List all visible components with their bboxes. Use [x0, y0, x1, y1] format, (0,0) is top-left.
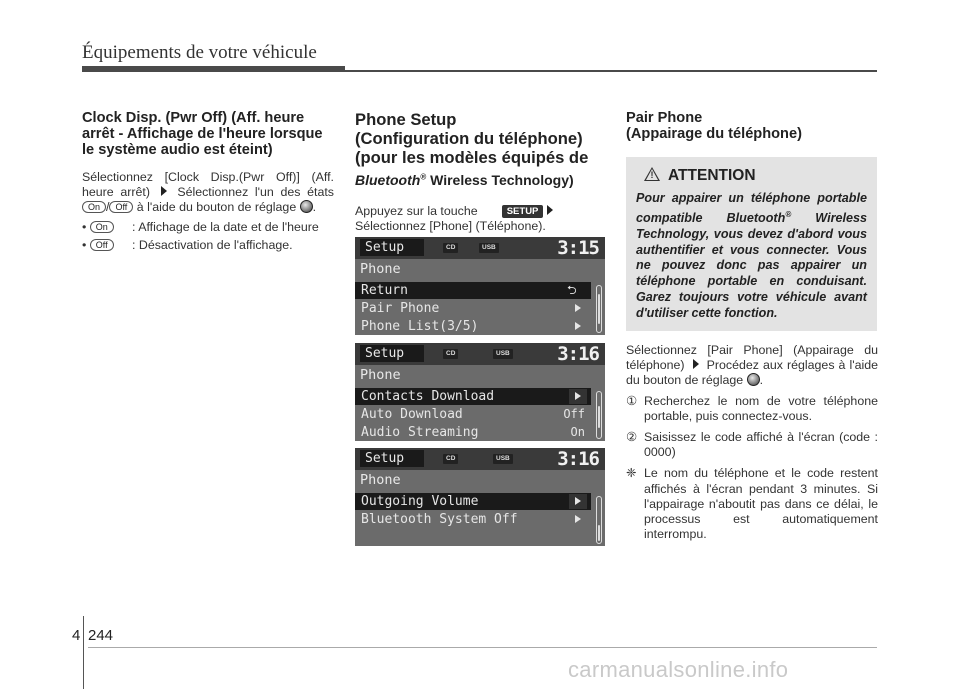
attention-title: ATTENTION	[668, 167, 756, 184]
screen-phone-menu-2	[355, 343, 605, 441]
tune-knob-icon	[747, 373, 760, 386]
chevron-right-icon	[575, 392, 581, 400]
arrow-right-icon	[547, 205, 553, 215]
menu-item-label: Auto Download	[361, 407, 463, 422]
menu-item-return[interactable]	[355, 282, 591, 299]
bullet-on	[82, 220, 334, 235]
menu-item-bluetooth-system-off[interactable]	[355, 511, 591, 528]
return-icon: ⮌	[567, 283, 577, 297]
heading-line: (Appairage du téléphone)	[626, 126, 802, 142]
screen-clock: 3:16	[557, 343, 599, 365]
note-text: Le nom du téléphone et le code restent affichés à l'écran pendant 3 minutes. Si l'appairage n'aboutit pas dans ce délai, le processus est automatiquement interrompu.	[644, 466, 878, 542]
menu-item-label: Bluetooth System Off	[361, 512, 518, 527]
heading-line: (Configuration du téléphone)	[355, 129, 583, 148]
cd-chip: CD	[443, 349, 458, 359]
pair-phone-heading	[626, 110, 878, 142]
step-text: Saisissez le code affiché à l'écran (code : 0000)	[644, 430, 878, 460]
instr-text: .	[312, 200, 317, 215]
arrow-box	[569, 389, 587, 404]
attention-text-b: Wireless Technology, vous devez d'abord vous authentifier et vous connecter. Vous ne pouvez donc pas appairer un téléphone portable en conduisant. Garez toujours votre véhicule avant d'utiliser cette fonction.	[636, 210, 867, 320]
scrollbar-thumb[interactable]	[598, 406, 600, 428]
instr-text: Sélectionnez l'un des états	[177, 185, 334, 200]
menu-item-audio-streaming[interactable]	[355, 424, 591, 441]
screen-status-bar	[355, 237, 605, 259]
clock-display-heading: Clock Disp. (Pwr Off) (Aff. heure arrêt - Affichage de l'heure lorsque le système audio est éteint)	[82, 110, 323, 158]
arrow-box	[569, 494, 587, 509]
warning-exclamation-icon: !	[650, 170, 654, 180]
screen-clock: 3:15	[557, 237, 599, 259]
step-number: ①	[626, 393, 638, 408]
pair-phone-steps	[626, 343, 878, 542]
tune-knob-icon	[300, 200, 313, 213]
screen-body	[355, 470, 605, 546]
screen-body	[355, 365, 605, 441]
registered-mark: ®	[420, 172, 427, 181]
menu-item-label: Audio Streaming	[361, 425, 479, 440]
footer-divider	[83, 616, 84, 689]
phone-setup-instructions	[355, 204, 607, 234]
heading-line: Pair Phone	[626, 110, 703, 126]
bluetooth-word: Bluetooth	[355, 171, 421, 188]
heading-line: (pour les modèles équipés de	[355, 148, 589, 167]
instr-text: Sélectionnez [Clock Disp.(Pwr Off)] (Aff. heure arrêt)	[82, 170, 334, 200]
heading-end: Wireless Technology)	[426, 171, 574, 188]
screen-section-title: Phone	[360, 261, 401, 277]
watermark: carmanualsonline.info	[568, 657, 789, 682]
header-bar	[82, 66, 345, 72]
screen-status-bar	[355, 448, 605, 470]
step-text: Recherchez le nom de votre téléphone portable, puis connectez-vous.	[644, 393, 878, 423]
off-pill-icon: Off	[109, 201, 133, 213]
page-header-title: Équipements de votre véhicule	[82, 42, 317, 63]
phone-setup-heading	[355, 110, 607, 190]
screen-body	[355, 259, 605, 335]
chapter-number: 4	[72, 627, 81, 644]
chevron-right-icon	[575, 515, 581, 523]
chevron-right-icon	[575, 497, 581, 505]
step-2	[626, 430, 878, 460]
note-marker: ❈	[626, 466, 637, 481]
instr-text: .	[759, 373, 764, 388]
menu-item-label: Pair Phone	[361, 301, 440, 316]
instr-text: à l'aide du bouton de réglage	[136, 200, 297, 215]
registered-mark: ®	[785, 209, 792, 219]
attention-box	[626, 157, 877, 331]
setup-key-icon: SETUP	[502, 205, 544, 218]
arrow-right-icon	[693, 359, 699, 369]
column-pair-phone	[626, 110, 878, 142]
arrow-right-icon	[161, 186, 167, 196]
screen-phone-menu-3	[355, 448, 605, 546]
usb-chip: USB	[493, 349, 513, 359]
header-rule	[345, 70, 877, 72]
heading-line	[355, 172, 574, 188]
screen-section-title: Phone	[360, 472, 401, 488]
pair-phone-instructions	[626, 343, 878, 389]
bullet-marker: • On	[82, 220, 114, 235]
scrollbar-thumb[interactable]	[598, 525, 600, 541]
menu-item-label: Return	[361, 283, 408, 298]
screen-title: Setup	[360, 345, 424, 362]
menu-item-phone-list[interactable]	[355, 318, 591, 335]
off-pill-icon: Off	[90, 239, 114, 251]
usb-chip: USB	[479, 243, 499, 253]
scrollbar-thumb[interactable]	[598, 294, 600, 324]
step-number: ②	[626, 430, 638, 445]
screen-clock: 3:16	[557, 448, 599, 470]
screen-title: Setup	[360, 450, 424, 467]
screen-title: Setup	[360, 239, 424, 256]
menu-item-value: Off	[563, 407, 585, 421]
screen-phone-menu-1	[355, 237, 605, 335]
screen-status-bar	[355, 343, 605, 365]
instr-text: Appuyez sur la touche	[355, 203, 478, 218]
cd-chip: CD	[443, 243, 458, 253]
screen-section-title: Phone	[360, 367, 401, 383]
footer-rule	[88, 647, 877, 648]
bullet-off	[82, 238, 334, 253]
attention-header	[636, 167, 867, 189]
menu-item-label: Phone List(3/5)	[361, 319, 479, 334]
menu-item-value: On	[570, 425, 585, 439]
heading-line: Phone Setup	[355, 110, 457, 129]
on-pill-icon: On	[90, 221, 114, 233]
note	[626, 466, 878, 542]
usb-chip: USB	[493, 454, 513, 464]
scrollbar[interactable]	[596, 496, 602, 544]
scrollbar[interactable]	[596, 391, 602, 439]
menu-item-outgoing-volume[interactable]	[355, 493, 591, 510]
cd-chip: CD	[443, 454, 458, 464]
menu-item-label: Contacts Download	[361, 389, 495, 404]
scrollbar[interactable]	[596, 285, 602, 333]
slash-text: /	[106, 200, 110, 215]
bullet-off-text: : Désactivation de l'affichage.	[132, 237, 293, 252]
chevron-right-icon	[575, 322, 581, 330]
bullet-marker: • Off	[82, 238, 114, 253]
column-clock-display	[82, 110, 334, 253]
clock-display-instructions	[82, 170, 334, 216]
bullet-on-text: : Affichage de la date et de l'heure	[132, 219, 319, 234]
column-phone-setup	[355, 110, 607, 234]
instr-text: Procédez aux réglages à l'aide du bouton de réglage	[626, 358, 878, 388]
chevron-right-icon	[575, 304, 581, 312]
on-pill-icon: On	[82, 201, 106, 213]
instr-text: Sélectionnez [Pair Phone] (Appairage du téléphone)	[626, 343, 878, 373]
menu-item-label: Outgoing Volume	[361, 494, 479, 509]
page-number: 244	[88, 627, 114, 644]
step-1	[626, 394, 878, 424]
instr-text: Sélectionnez [Phone] (Téléphone).	[355, 218, 546, 233]
menu-item-auto-download[interactable]	[355, 406, 591, 423]
menu-item-pair-phone[interactable]	[355, 300, 591, 317]
menu-item-contacts-download[interactable]	[355, 388, 591, 405]
attention-text-a: Pour appairer un téléphone portable compatible Bluetooth	[636, 191, 867, 225]
attention-text	[636, 191, 867, 322]
